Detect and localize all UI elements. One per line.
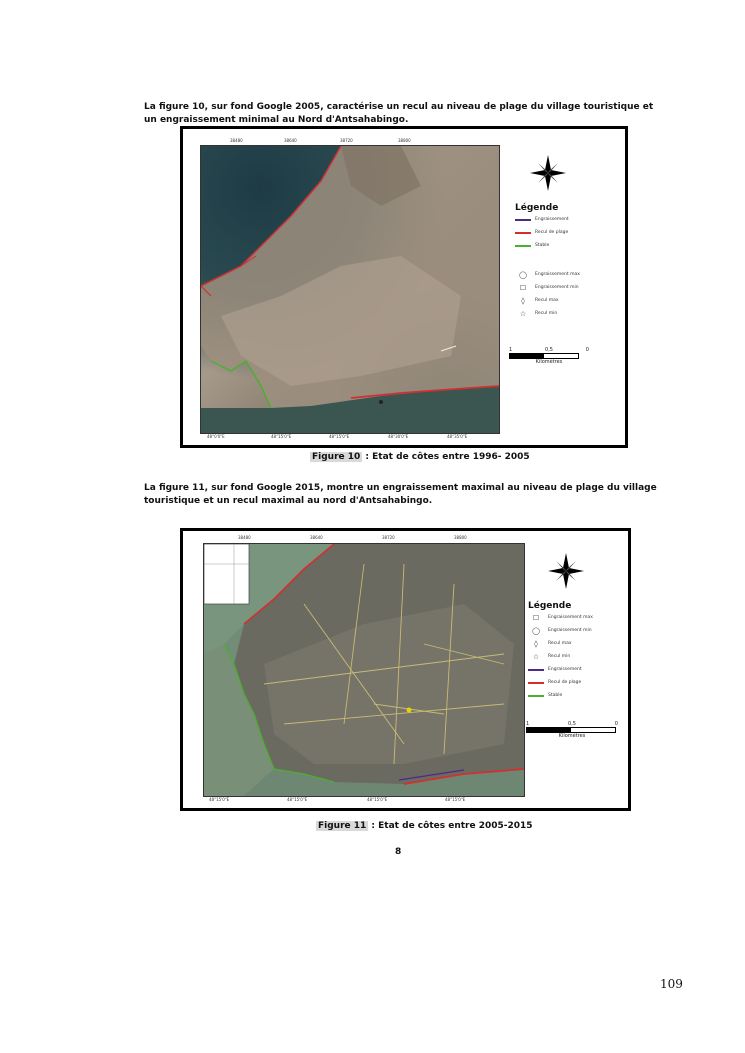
star-icon: ☆: [519, 309, 527, 318]
section-page-number: 8: [395, 847, 402, 857]
fig11-top-tick: 38480: [238, 535, 251, 540]
square-icon: ☐: [519, 283, 527, 292]
fig10-top-tick: 38720: [340, 138, 353, 143]
diamond-icon: ◊: [521, 296, 525, 305]
figure-10-satellite-map: [200, 145, 500, 434]
legend-label: Engraissement min: [548, 628, 592, 633]
diamond-icon: ◊: [534, 639, 538, 648]
legend-label: Engraissement max: [535, 272, 580, 277]
legend-line-swatch: [528, 682, 544, 684]
legend-line-swatch: [515, 232, 531, 234]
legend-title: Légende: [528, 601, 572, 611]
legend-label: Engraissement: [535, 217, 569, 222]
fig10-top-tick: 38480: [230, 138, 243, 143]
scale-label: 0: [614, 721, 618, 727]
legend-label: Recul de plage: [535, 230, 569, 235]
caption-text: : Etat de côtes entre 2005-2015: [368, 821, 533, 831]
figure-10-scale: [509, 347, 589, 365]
legend-item: [528, 676, 628, 689]
legend-item: [528, 663, 628, 676]
page-number: 109: [660, 977, 683, 991]
legend-item: [515, 239, 615, 252]
legend-label: Recul de plage: [548, 680, 582, 685]
figure-11-caption: [316, 821, 533, 831]
figure-11-frame: [180, 528, 631, 811]
legend-item: [515, 294, 615, 307]
fig10-top-tick: 38640: [284, 138, 297, 143]
legend-label: Recul max: [535, 298, 559, 303]
intro-paragraph-fig11: La figure 11, sur fond Google 2015, montre un engraissement maximal au niveau de plage du village touristique et un recul maximal au nord d'Antsahabingo.: [144, 483, 657, 506]
compass-rose-icon: [546, 551, 586, 591]
legend-label: Recul min: [548, 654, 571, 659]
legend-label: Engraissement min: [535, 285, 579, 290]
compass-rose-icon: [528, 153, 568, 193]
legend-item: [515, 281, 615, 294]
figure-11-scale: [526, 721, 618, 739]
fig11-bottom-tick: 48°15'0"E: [209, 797, 230, 802]
legend-label: Engraissement: [548, 667, 582, 672]
square-icon: ☐: [532, 613, 540, 622]
fig11-top-tick: 38640: [310, 535, 323, 540]
scale-label: 0,5: [568, 721, 576, 727]
legend-item: [528, 611, 628, 624]
legend-item: [515, 213, 615, 226]
legend-title: Légende: [515, 203, 559, 213]
legend-label: Stable: [548, 693, 563, 698]
figure-11-satellite-map: [203, 543, 525, 797]
fig10-bottom-tick: 48°15'0"E: [329, 434, 350, 439]
legend-line-swatch: [515, 245, 531, 247]
legend-label: Engraissement max: [548, 615, 593, 620]
fig11-bottom-tick: 48°15'0"E: [367, 797, 388, 802]
fig11-top-tick: 38720: [382, 535, 395, 540]
scale-label: 1: [509, 347, 513, 353]
star-icon: ☆: [532, 652, 540, 661]
legend-item: [528, 650, 628, 663]
intro-paragraph-fig10: La figure 10, sur fond Google 2005, caractérise un recul au niveau de plage du village touristique et un engraissement minimal au Nord d'Antsahabingo.: [144, 102, 654, 125]
figure-label: Figure 10: [312, 452, 361, 462]
fig10-bottom-tick: 48°0'0"E: [207, 434, 225, 439]
legend-label: Stable: [535, 243, 550, 248]
figure-10-legend: [515, 203, 615, 320]
fig10-bottom-tick: 48°15'0"E: [271, 434, 292, 439]
fig10-bottom-tick: 48°30'0"E: [388, 434, 409, 439]
circle-icon: ◯: [519, 270, 527, 279]
figure-label: Figure 11: [318, 821, 367, 831]
legend-item: [528, 624, 628, 637]
fig11-top-tick: 38800: [454, 535, 467, 540]
fig11-bottom-tick: 48°15'0"E: [445, 797, 466, 802]
legend-item: [528, 637, 628, 650]
legend-item: [515, 226, 615, 239]
figure-10-frame: [180, 126, 628, 448]
fig10-top-tick: 38800: [398, 138, 411, 143]
legend-item: [515, 268, 615, 281]
fig10-bottom-tick: 48°35'0"E: [447, 434, 468, 439]
legend-line-swatch: [515, 219, 531, 221]
scale-unit: Kilomètres: [558, 733, 586, 739]
legend-label: Recul max: [548, 641, 572, 646]
circle-icon: ◯: [532, 626, 540, 635]
legend-label: Recul min: [535, 311, 558, 316]
scale-label: 0: [585, 347, 589, 353]
legend-item: [528, 689, 628, 702]
fig11-bottom-tick: 48°15'0"E: [287, 797, 308, 802]
legend-line-swatch: [528, 669, 544, 671]
scale-label: 1: [526, 721, 530, 727]
caption-text: : Etat de côtes entre 1996- 2005: [362, 452, 530, 462]
legend-line-swatch: [528, 695, 544, 697]
figure-10-caption: [310, 452, 530, 462]
scale-unit: Kilomètres: [535, 359, 563, 365]
legend-item: [515, 307, 615, 320]
scale-label: 0,5: [545, 347, 553, 353]
figure-11-legend: [528, 601, 628, 702]
